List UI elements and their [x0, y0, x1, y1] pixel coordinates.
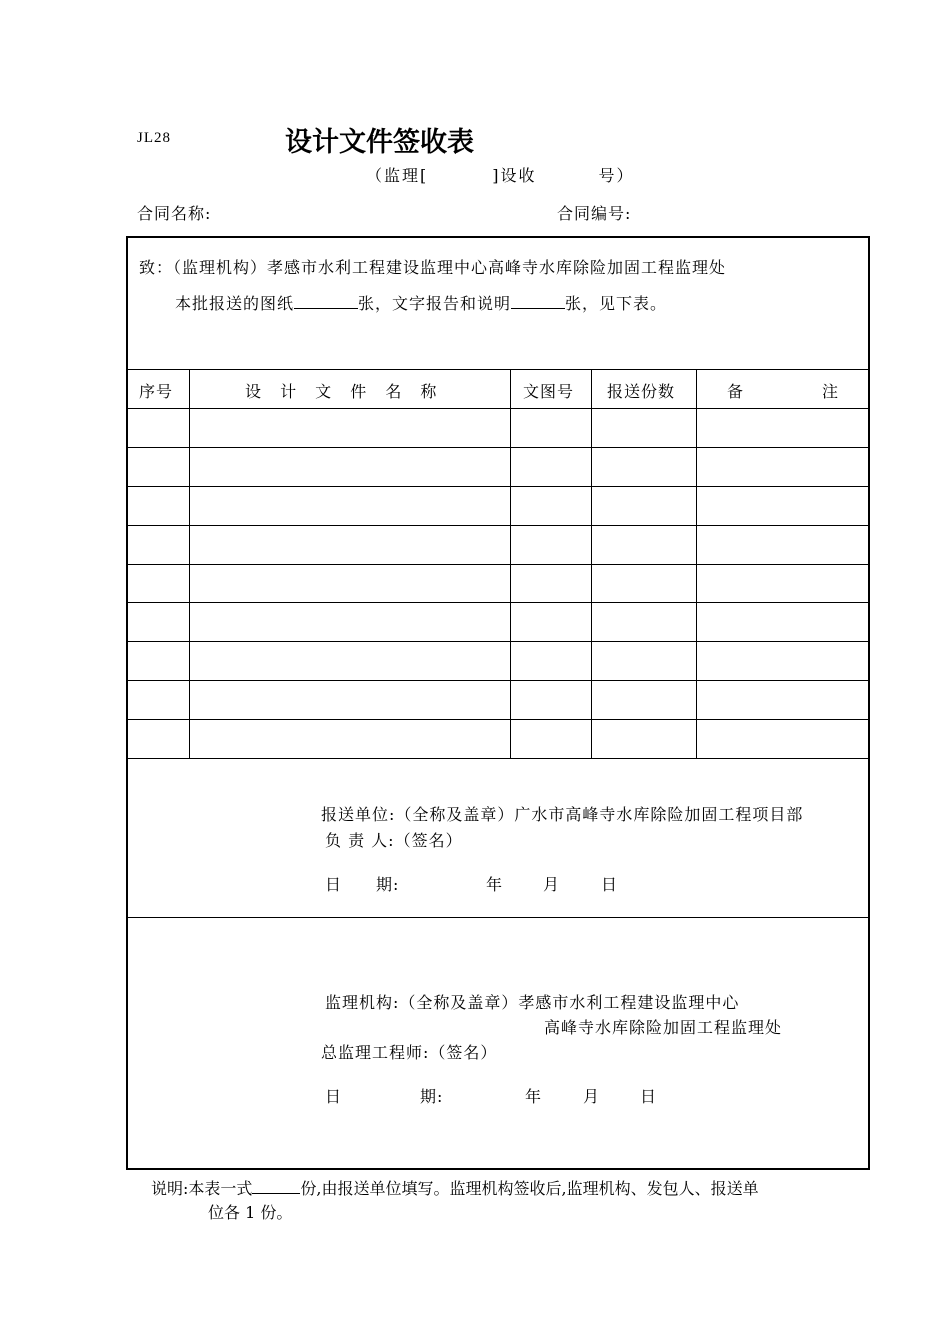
column-divider	[696, 369, 697, 758]
header-remark-2: 注	[822, 382, 840, 401]
supervisor-org-line1: 监理机构:（全称及盖章）孝感市水利工程建设监理中心	[325, 993, 740, 1012]
addressee-line: 致：（监理机构）孝感市水利工程建设监理中心高峰寺水库除险加固工程监理处	[139, 258, 727, 277]
column-divider	[591, 369, 592, 758]
chief-engineer-signature: 总监理工程师:（签名）	[321, 1043, 498, 1062]
row-divider	[128, 564, 868, 565]
supervisor-date-label-1: 日	[325, 1087, 343, 1106]
supervisor-date-label-2: 期:	[420, 1087, 444, 1106]
note-part2: 份,由报送单位填写。监理机构签收后,监理机构、发包人、报送单	[300, 1179, 759, 1198]
form-frame	[126, 236, 870, 1170]
submission-part1: 本批报送的图纸	[175, 294, 295, 313]
header-drawing-number: 文图号	[523, 382, 575, 401]
row-divider	[128, 525, 868, 526]
column-divider	[189, 369, 190, 758]
submitter-year: 年	[486, 875, 504, 894]
column-divider	[510, 369, 511, 758]
supervisor-year: 年	[525, 1087, 543, 1106]
table-bottom-border	[128, 758, 868, 759]
header-remark-1: 备	[727, 382, 745, 401]
row-divider	[128, 680, 868, 681]
table-top-border	[128, 369, 868, 370]
submitter-day: 日	[601, 875, 619, 894]
header-bottom-border	[128, 408, 868, 409]
report-count-blank[interactable]	[511, 294, 565, 309]
header-seq: 序号	[139, 382, 174, 401]
note-line-2: 位各 1 份。	[208, 1203, 293, 1222]
drawing-count-blank[interactable]	[294, 294, 358, 309]
submitter-month: 月	[543, 875, 561, 894]
row-divider	[128, 641, 868, 642]
note-part1: 说明:本表一式	[151, 1179, 253, 1198]
form-code: JL28	[137, 130, 171, 146]
contract-name-label: 合同名称:	[137, 204, 212, 223]
supervisor-day: 日	[640, 1087, 658, 1106]
doc-number-open: （监理[	[366, 166, 429, 185]
row-divider	[128, 447, 868, 448]
row-divider	[128, 486, 868, 487]
submission-part3: 张，见下表。	[565, 294, 668, 313]
note-line-1	[151, 1176, 759, 1199]
doc-number-middle: ]设收	[492, 166, 537, 185]
section-divider	[128, 917, 868, 918]
submission-line	[175, 291, 667, 314]
submitter-date-label: 日 期:	[325, 875, 400, 894]
header-copies: 报送份数	[607, 382, 676, 401]
supervisor-month: 月	[583, 1087, 601, 1106]
submitter-unit: 报送单位:（全称及盖章）广水市高峰寺水库除险加固工程项目部	[321, 805, 804, 824]
submission-part2: 张，文字报告和说明	[358, 294, 512, 313]
row-divider	[128, 719, 868, 720]
row-divider	[128, 602, 868, 603]
contract-number-label: 合同编号:	[557, 204, 632, 223]
submitter-person: 负 责 人:（签名）	[325, 831, 463, 850]
copies-blank[interactable]	[252, 1179, 300, 1194]
page-title: 设计文件签收表	[285, 127, 474, 158]
supervisor-org-line2: 高峰寺水库除险加固工程监理处	[544, 1018, 783, 1037]
header-document-name: 设 计 文 件 名 称	[245, 382, 444, 401]
document-number-line	[366, 163, 635, 186]
doc-number-close: 号）	[598, 166, 635, 185]
